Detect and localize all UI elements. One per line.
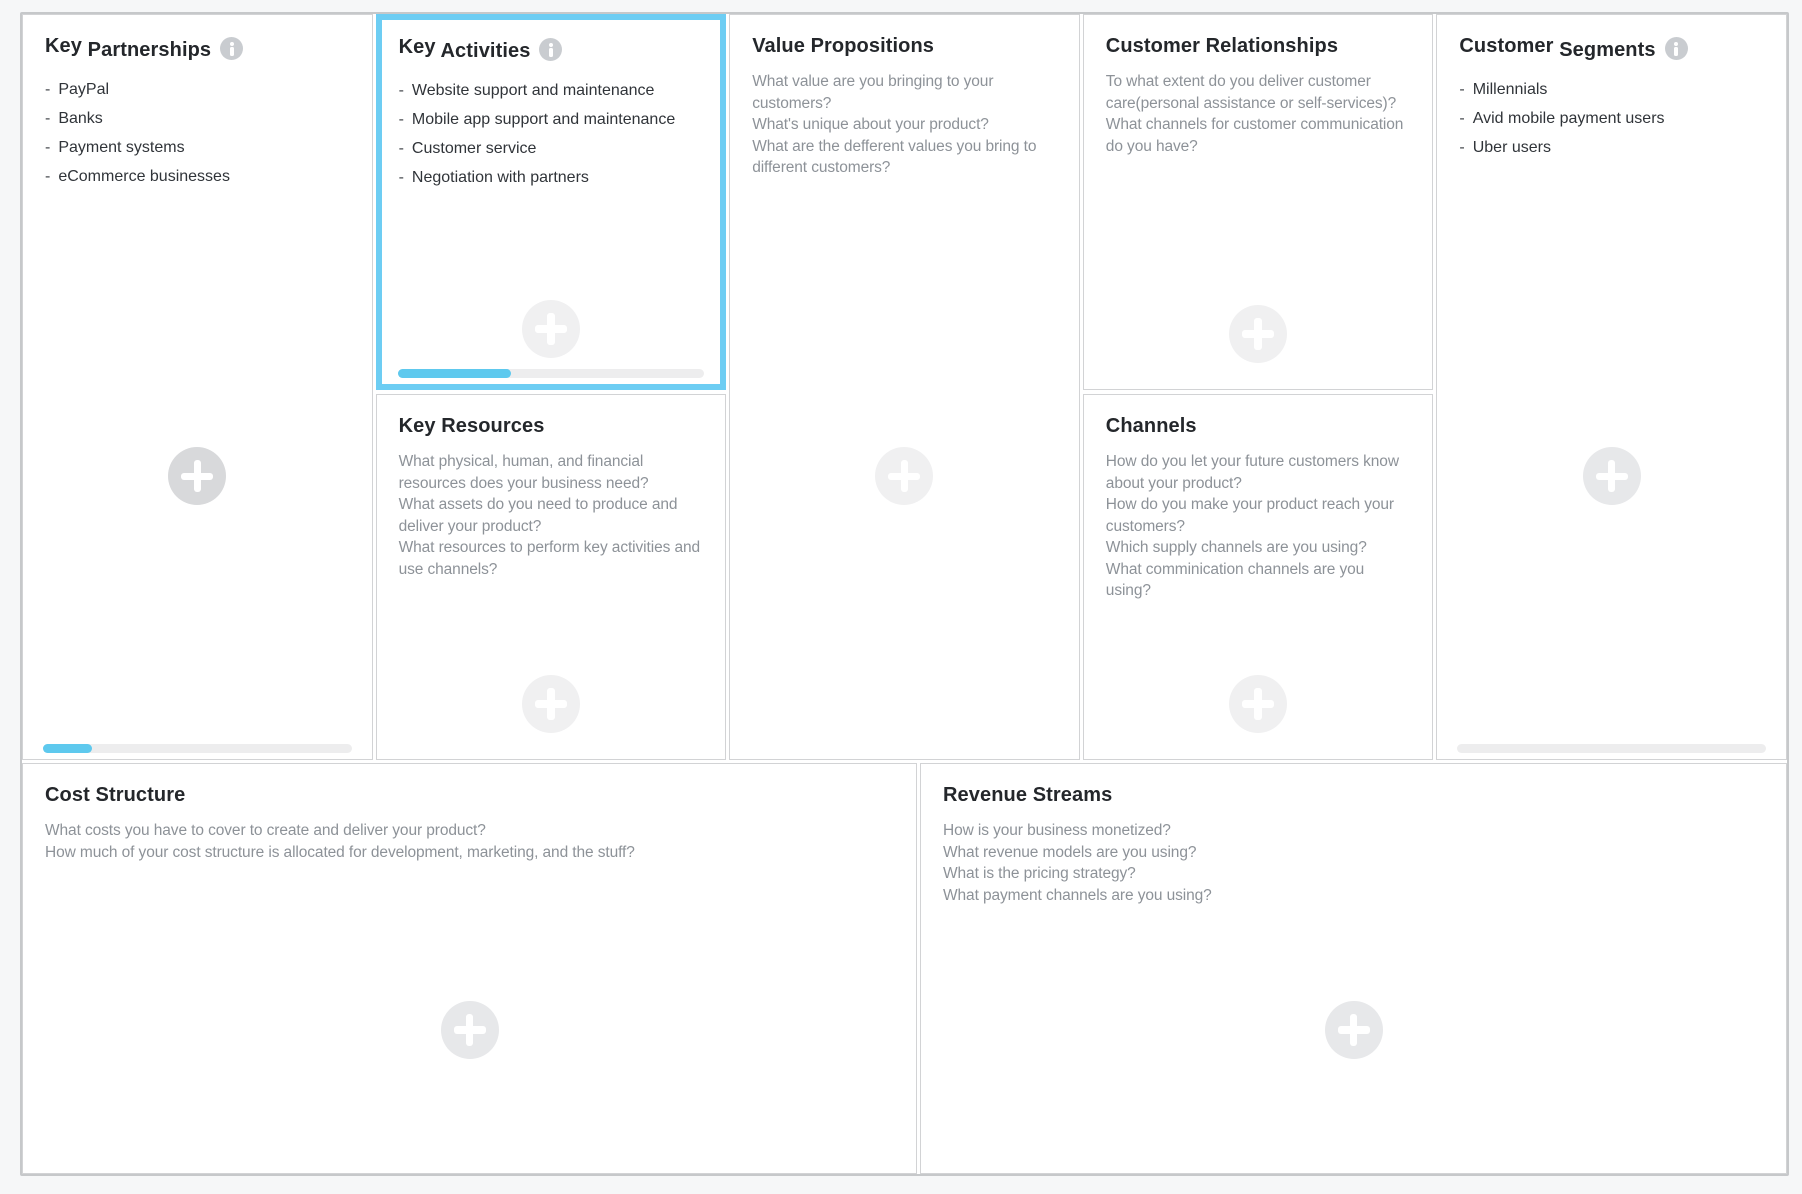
note-list <box>399 76 704 192</box>
list-item[interactable] <box>399 163 704 192</box>
placeholder-question: What channels for customer communication do you have? <box>1105 116 1404 155</box>
section-customer-relationships <box>1083 14 1434 390</box>
placeholder-questions <box>752 71 1057 179</box>
section-header <box>399 36 704 61</box>
add-button[interactable] <box>522 300 580 358</box>
add-button[interactable] <box>1229 675 1287 733</box>
section-key-activities <box>376 14 727 390</box>
dash: - <box>45 139 51 156</box>
add-button[interactable] <box>1229 305 1287 363</box>
section-header <box>752 35 1057 58</box>
placeholder-question: What comminication channels are you using? <box>1105 560 1365 599</box>
list-item[interactable] <box>1459 133 1764 162</box>
placeholder-question: What are the defferent values you bring to different customers? <box>752 137 1037 176</box>
dash: - <box>45 168 51 185</box>
add-button[interactable] <box>875 447 933 505</box>
dash: - <box>398 140 404 157</box>
column-relationships-channels <box>1083 14 1434 760</box>
list-item[interactable] <box>1459 104 1764 133</box>
placeholder-questions <box>1106 71 1411 157</box>
list-item[interactable] <box>45 75 350 104</box>
list-item-text: Website support and maintenance <box>411 82 655 99</box>
placeholder-questions <box>1106 451 1411 602</box>
placeholder-question: What's unique about your product? <box>752 116 989 133</box>
add-button[interactable] <box>441 1001 499 1059</box>
section-header <box>1459 35 1764 60</box>
dash: - <box>1459 81 1465 98</box>
list-item-text: Avid mobile payment users <box>1472 110 1665 127</box>
add-button[interactable] <box>522 675 580 733</box>
section-title: Cost Structure <box>45 784 186 806</box>
dash: - <box>398 111 404 128</box>
add-button[interactable] <box>1325 1001 1383 1059</box>
info-icon[interactable] <box>539 38 562 61</box>
placeholder-question: What is the pricing strategy? <box>943 865 1136 882</box>
list-item[interactable] <box>399 76 704 105</box>
canvas-top-grid <box>22 14 1787 760</box>
placeholder-question: What costs you have to cover to create and deliver your product? <box>45 822 486 839</box>
canvas-bottom-grid <box>22 763 1787 1174</box>
section-channels <box>1083 394 1434 760</box>
list-item-text: Banks <box>58 110 103 127</box>
dash: - <box>1459 139 1465 156</box>
section-title <box>1459 35 1656 61</box>
section-header <box>943 784 1764 807</box>
placeholder-question: How much of your cost structure is allocated for development, marketing, and the stuff? <box>45 843 635 861</box>
placeholder-question: What payment channels are you using? <box>943 886 1212 904</box>
placeholder-question: What assets do you need to produce and deliver your product? <box>398 496 678 535</box>
dash: - <box>398 169 404 186</box>
dash: - <box>1459 110 1465 127</box>
list-item-text: eCommerce businesses <box>58 168 230 185</box>
list-item[interactable] <box>399 134 704 163</box>
list-item-text: Uber users <box>1472 139 1551 156</box>
placeholder-question: How is your business monetized? <box>943 822 1171 839</box>
title-word: Partnerships <box>87 39 212 61</box>
list-item[interactable] <box>45 133 350 162</box>
horizontal-scrollbar[interactable] <box>1457 744 1766 753</box>
section-title: Value Propositions <box>752 35 935 57</box>
list-item-text: Millennials <box>1472 81 1548 98</box>
section-header <box>399 415 704 438</box>
placeholder-question: What physical, human, and financial resources does your business need? <box>398 453 649 492</box>
section-header <box>1106 415 1411 438</box>
list-item[interactable] <box>1459 75 1764 104</box>
title-word: Key <box>398 36 436 58</box>
section-cost-structure <box>22 763 917 1174</box>
section-title <box>45 35 212 61</box>
section-customer-segments <box>1436 14 1787 760</box>
list-item-text: Customer service <box>411 140 537 157</box>
note-list <box>1459 75 1764 162</box>
section-key-partnerships <box>22 14 373 760</box>
dash: - <box>398 82 404 99</box>
scrollbar-thumb[interactable] <box>398 369 511 378</box>
list-item-text: Negotiation with partners <box>411 169 589 186</box>
list-item[interactable] <box>45 162 350 191</box>
list-item[interactable] <box>399 105 704 134</box>
placeholder-question: What revenue models are you using? <box>943 843 1197 861</box>
section-key-resources <box>376 394 727 760</box>
section-header <box>45 35 350 60</box>
title-word: Activities <box>440 40 531 62</box>
section-title: Customer Relationships <box>1105 35 1339 57</box>
title-word: Segments <box>1559 39 1656 61</box>
placeholder-questions <box>399 451 704 580</box>
placeholder-question: How do you let your future customers know about your product? <box>1105 453 1399 492</box>
section-value-propositions <box>729 14 1080 760</box>
section-header <box>45 784 894 807</box>
list-item-text: PayPal <box>58 81 110 98</box>
horizontal-scrollbar[interactable] <box>43 744 352 753</box>
placeholder-question: How do you make your product reach your customers? <box>1105 496 1394 535</box>
section-title: Revenue Streams <box>943 784 1113 806</box>
business-model-canvas <box>20 12 1789 1176</box>
section-header <box>1106 35 1411 58</box>
add-button[interactable] <box>168 447 226 505</box>
section-revenue-streams <box>920 763 1787 1174</box>
placeholder-question: To what extent do you deliver customer care(personal assistance or self-services)? <box>1105 73 1397 112</box>
info-icon[interactable] <box>1665 37 1688 60</box>
list-item-text: Mobile app support and maintenance <box>411 111 676 128</box>
horizontal-scrollbar[interactable] <box>398 369 705 378</box>
section-title: Key Resources <box>398 415 545 437</box>
section-title: Channels <box>1105 415 1197 437</box>
note-list <box>45 75 350 191</box>
title-word: Customer <box>1459 35 1554 57</box>
column-activities-resources <box>376 14 727 760</box>
title-word: Key <box>45 35 82 57</box>
dash: - <box>45 110 51 127</box>
placeholder-question: Which supply channels are you using? <box>1105 539 1367 556</box>
placeholder-question: What value are you bringing to your customers? <box>752 73 994 112</box>
placeholder-questions <box>943 820 1764 906</box>
scrollbar-thumb[interactable] <box>43 744 92 753</box>
dash: - <box>45 81 51 98</box>
section-title <box>398 36 531 62</box>
list-item[interactable] <box>45 104 350 133</box>
placeholder-questions <box>45 820 894 863</box>
info-icon[interactable] <box>220 37 243 60</box>
list-item-text: Payment systems <box>58 139 185 156</box>
placeholder-question: What resources to perform key activities and use channels? <box>398 539 701 578</box>
add-button[interactable] <box>1583 447 1641 505</box>
